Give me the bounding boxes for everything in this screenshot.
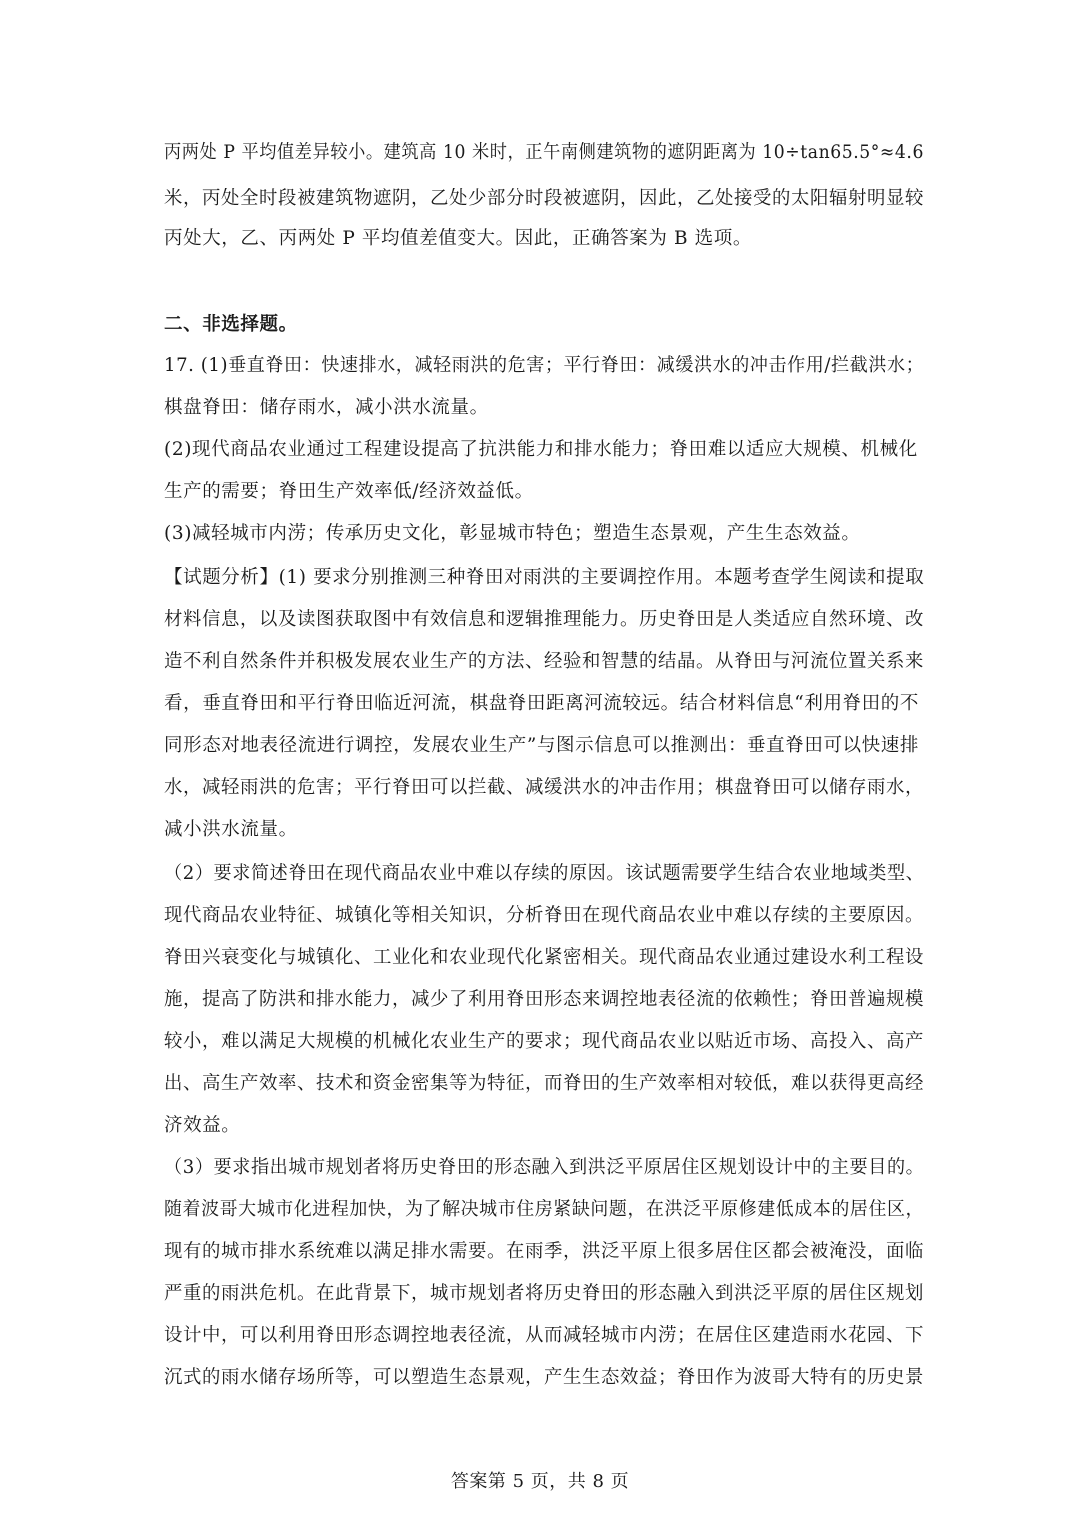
intro-line-3: 丙处大，乙、丙两处 P 平均值差值变大。因此，正确答案为 B 选项。 [164,228,752,249]
answer-line-3: (2)现代商品农业通过工程建设提高了抗洪能力和排水能力；脊田难以适应大规模、机械化 [164,439,918,460]
analysis-line-12: 较小，难以满足大规模的机械化农业生产的要求；现代商品农业以贴近市场、高投入、高产 [164,1031,925,1052]
analysis-line-19: 设计中，可以利用脊田形态调控地表径流，从而减轻城市内涝；在居住区建造雨水花园、下 [164,1325,925,1346]
intro-line-2: 米，丙处全时段被建筑物遮阴，乙处少部分时段被遮阴，因此，乙处接受的太阳辐射明显较 [164,188,925,209]
analysis-line-4: 看，垂直脊田和平行脊田临近河流，棋盘脊田距离河流较远。结合材料信息“利用脊田的不 [164,693,919,714]
analysis-line-20: 沉式的雨水储存场所等，可以塑造生态景观，产生生态效益；脊田作为波哥大特有的历史景 [164,1367,925,1388]
analysis-line-8: （2）要求简述脊田在现代商品农业中难以存续的原因。该试题需要学生结合农业地域类型、 [164,863,925,884]
analysis-line-16: 随着波哥大城市化进程加快，为了解决城市住房紧缺问题，在洪泛平原修建低成本的居住区， [164,1199,925,1220]
analysis-line-2: 材料信息，以及读图获取图中有效信息和逻辑推理能力。历史脊田是人类适应自然环境、改 [164,609,925,630]
analysis-line-10: 脊田兴衰变化与城镇化、工业化和农业现代化紧密相关。现代商品农业通过建设水利工程设 [164,947,925,968]
page-footer: 答案第 5 页，共 8 页 [450,1471,630,1492]
section-heading: 二、非选择题。 [164,314,298,335]
answer-line-5: (3)减轻城市内涝；传承历史文化，彰显城市特色；塑造生态景观，产生生态效益。 [164,523,861,544]
analysis-line-7: 减小洪水流量。 [164,819,298,840]
analysis-line-18: 严重的雨洪危机。在此背景下，城市规划者将历史脊田的形态融入到洪泛平原的居住区规划 [164,1283,925,1304]
answer-line-1: 17. (1)垂直脊田：快速排水，减轻雨洪的危害；平行脊田：减缓洪水的冲击作用/拦截洪水； [164,355,925,376]
intro-line-1: 丙两处 P 平均值差异较小。建筑高 10 米时，正午南侧建筑物的遮阴距离为 10÷tan65.5°≈4.6 [164,142,924,163]
answer-line-4: 生产的需要；脊田生产效率低/经济效益低。 [164,481,534,502]
analysis-line-1: 【试题分析】(1) 要求分别推测三种脊田对雨洪的主要调控作用。本题考查学生阅读和提取 [164,567,925,588]
analysis-line-11: 施，提高了防洪和排水能力，减少了利用脊田形态来调控地表径流的依赖性；脊田普遍规模 [164,989,925,1010]
analysis-line-3: 造不利自然条件并积极发展农业生产的方法、经验和智慧的结晶。从脊田与河流位置关系来 [164,651,925,672]
analysis-line-14: 济效益。 [164,1115,241,1136]
analysis-line-6: 水，减轻雨洪的危害；平行脊田可以拦截、减缓洪水的冲击作用；棋盘脊田可以储存雨水， [164,777,925,798]
analysis-line-5: 同形态对地表径流进行调控，发展农业生产”与图示信息可以推测出：垂直脊田可以快速排 [164,735,919,756]
analysis-line-15: （3）要求指出城市规划者将历史脊田的形态融入到洪泛平原居住区规划设计中的主要目的。 [164,1157,925,1178]
analysis-line-13: 出、高生产效率、技术和资金密集等为特征，而脊田的生产效率相对较低，难以获得更高经 [164,1073,925,1094]
answer-line-2: 棋盘脊田：储存雨水，减小洪水流量。 [164,397,489,418]
analysis-line-9: 现代商品农业特征、城镇化等相关知识，分析脊田在现代商品农业中难以存续的主要原因。 [164,905,925,926]
analysis-line-17: 现有的城市排水系统难以满足排水需要。在雨季，洪泛平原上很多居住区都会被淹没，面临 [164,1241,925,1262]
